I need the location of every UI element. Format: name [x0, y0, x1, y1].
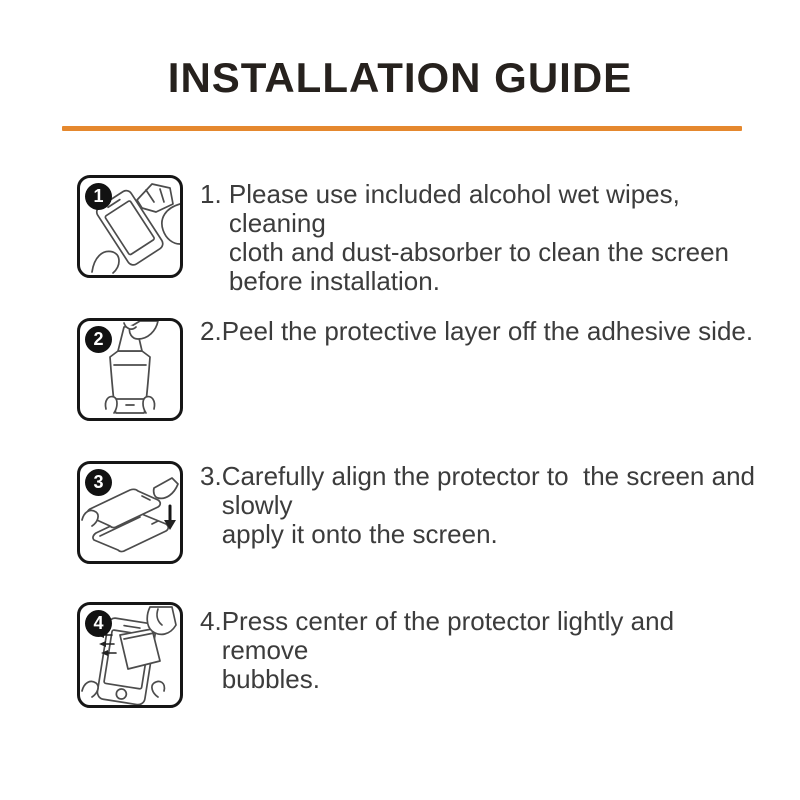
step3-text	[200, 461, 763, 549]
step1-line: cloth and dust-absorber to clean the screen	[228, 237, 730, 267]
step1-text	[200, 180, 760, 296]
step2-line: Peel the protective layer off the adhesive side.	[221, 316, 754, 346]
step2-text	[200, 317, 760, 346]
step1-line: Please use included alcohol wet wipes, cleaning	[228, 179, 688, 238]
step1-number: 1.	[200, 179, 229, 209]
step4-illustration-box	[77, 602, 183, 708]
step4-text	[200, 607, 760, 694]
step1-illustration-box	[77, 175, 183, 278]
step4-number: 4.	[200, 606, 222, 636]
step3-number-badge: 3	[85, 469, 112, 496]
orange-divider	[62, 126, 742, 131]
step4-line: bubbles.	[221, 664, 320, 694]
step3-number: 3.	[200, 461, 222, 491]
page-title: INSTALLATION GUIDE	[167, 54, 633, 101]
step1-number-badge: 1	[85, 183, 112, 210]
step2-number-badge: 2	[85, 326, 112, 353]
step1-line: before installation.	[228, 266, 440, 296]
step4-number-badge: 4	[85, 610, 112, 637]
step2-number: 2.	[200, 316, 222, 346]
step4-line: Press center of the protector lightly and remove	[221, 606, 682, 665]
step3-line: Carefully align the protector to the screen and slowly	[221, 461, 763, 520]
step2-illustration-box	[77, 318, 183, 421]
step3-line: apply it onto the screen.	[221, 519, 498, 549]
step3-illustration-box	[77, 461, 183, 564]
